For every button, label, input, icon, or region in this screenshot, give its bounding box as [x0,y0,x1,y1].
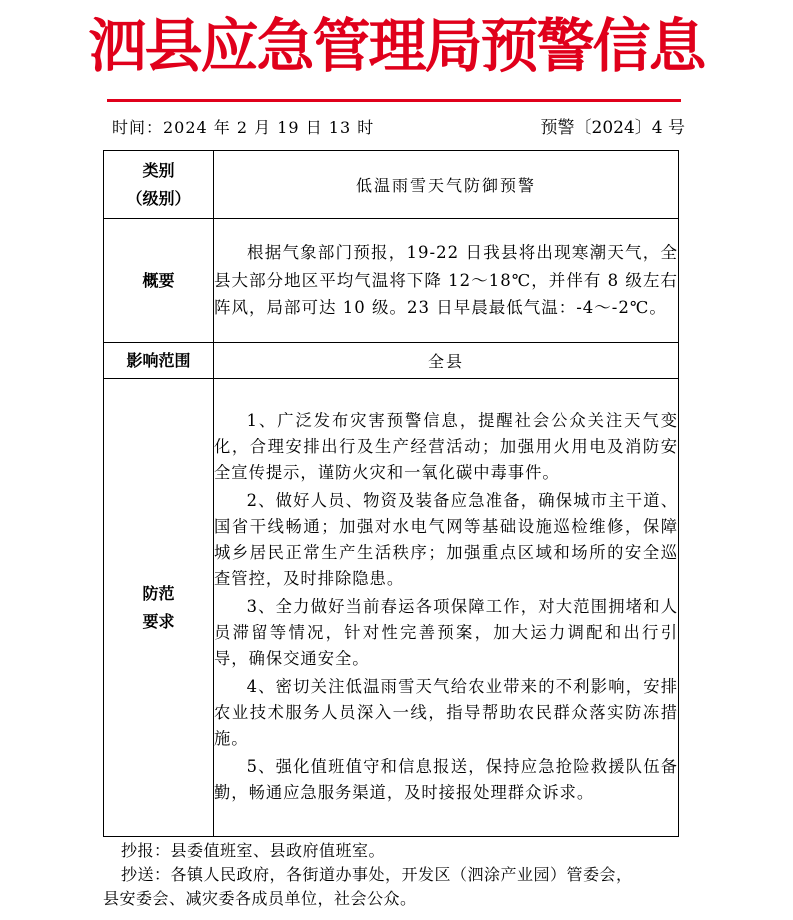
category-label-line2: （级别） [126,188,191,208]
scope-label: 影响范围 [104,343,214,379]
serial-number: 预警〔2024〕4 号 [540,118,685,138]
overview-text: 根据气象部门预报，19-22 日我县将出现寒潮天气，全县大部分地区平均气温将下降 12～18℃，并伴有 8 级左右阵风，局部可达 10 级。23 日早晨最低气温：-4～-2℃。 [214,243,678,318]
prevention-item-3: 3、全力做好当前春运各项保障工作，对大范围拥堵和人员滞留等情况，针对性完善预案，加大运力调配和出行引导，确保交通安全。 [214,596,678,668]
cc-send-line2: 县安委会、减灾委各成员单位，社会公众。 [103,889,417,908]
prevention-item-1: 1、广泛发布灾害预警信息，提醒社会公众关注天气变化，合理安排出行及生产经营活动；加强用火用电及消防安全宣传提示，谨防火灾和一氧化碳中毒事件。 [214,410,678,482]
prevention-label-line1: 防范 [142,583,175,603]
issue-time: 时间：2024 年 2 月 19 日 13 时 [112,118,375,137]
prevention-item-2: 2、做好人员、物资及装备应急准备，确保城市主干道、国省干线畅通；加强对水电气网等基础设施巡检维修，保障城乡居民正常生产生活秩序；加强重点区域和场所的安全巡查管控，及时排除隐患。 [214,490,678,588]
cc-report: 抄报：县委值班室、县政府值班室。 [121,841,386,860]
warning-table [103,150,679,837]
red-divider [107,99,681,102]
prevention-label [104,379,214,837]
scope-value: 全县 [214,343,679,379]
prevention-item-5: 5、强化值班值守和信息报送，保持应急抢险救援队伍备勤，畅通应急服务渠道，及时接报处理群众诉求。 [214,756,678,802]
prevention-item-4: 4、密切关注低温雨雪天气给农业带来的不利影响，安排农业技术服务人员深入一线，指导帮助农民群众落实防冻措施。 [214,676,678,748]
overview-cell [214,219,679,343]
category-label-line1: 类别 [142,160,175,180]
masthead-title: 泗县应急管理局预警信息 [88,12,705,80]
category-value: 低温雨雪天气防御预警 [214,151,679,219]
prevention-cell [214,379,679,837]
category-label [104,151,214,219]
prevention-label-line2: 要求 [142,611,175,631]
cc-send-line1: 抄送：各镇人民政府，各街道办事处，开发区（泗涂产业园）管委会， [121,865,633,884]
overview-label: 概要 [104,219,214,343]
